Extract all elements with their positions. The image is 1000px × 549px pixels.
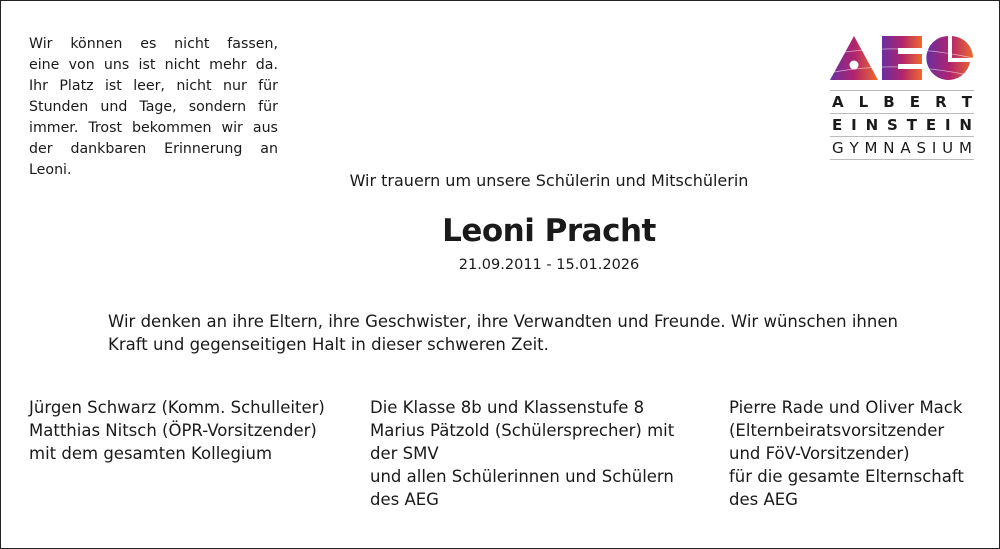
signature-line: für die gesamte Elternschaft [729, 467, 964, 486]
signature-parents [729, 396, 964, 511]
signature-line: und FöV-Vorsitzender) [729, 444, 910, 463]
logo-letter: M [958, 139, 972, 157]
logo-letter: G [832, 139, 844, 157]
quote-line: eine von uns ist nicht mehr da. [29, 57, 278, 73]
aeg-logo-mark [830, 34, 974, 82]
quote-line: Leoni. [29, 162, 72, 178]
signature-line: mit dem gesamten Kollegium [29, 444, 273, 463]
logo-letter: S [887, 116, 898, 134]
logo-letter: S [916, 139, 926, 157]
logo-letter: I [851, 116, 857, 134]
signature-line: Die Klasse 8b und Klassenstufe 8 [370, 398, 645, 417]
logo-letter: I [944, 116, 951, 134]
logo-letter: I [931, 139, 937, 157]
signature-line: der SMV [370, 444, 439, 463]
life-dates: 21.09.2011 - 15.01.2026 [458, 257, 640, 273]
signature-line: Jürgen Schwarz (Komm. Schulleiter) [29, 398, 325, 417]
logo-letter: T [906, 116, 917, 134]
logo-letter: A [900, 139, 911, 157]
quote-line: Wir können es nicht fassen, [29, 36, 278, 52]
memorial-quote [29, 34, 278, 181]
logo-letter: N [865, 116, 879, 134]
signature-staff [29, 396, 325, 465]
signature-line: des AEG [370, 490, 439, 509]
quote-line: Stunden und Tage, sondern für [29, 99, 278, 115]
logo-letter: R [935, 93, 947, 111]
quote-line: der dankbaren Erinnerung an [29, 141, 278, 157]
message-line: Wir denken an ihre Eltern, ihre Geschwister, ihre Verwandten und Freunde. Wir wünschen ihnen [108, 312, 898, 331]
signature-line: (Elternbeiratsvorsitzender [729, 421, 945, 440]
signature-line: Pierre Rade und Oliver Mack [729, 398, 963, 417]
school-logo [830, 34, 974, 160]
condolence-message [108, 310, 898, 356]
logo-einstein [830, 114, 974, 137]
logo-letter: N [883, 139, 895, 157]
signature-line: Marius Pätzold (Schülersprecher) mit [370, 421, 675, 440]
logo-letter: U [942, 139, 954, 157]
logo-letter: E [909, 93, 921, 111]
logo-gymnasium [830, 137, 974, 160]
quote-line: Ihr Platz ist leer, nicht nur für [29, 78, 278, 94]
logo-letter: Y [849, 139, 859, 157]
signature-line: und allen Schülerinnen und Schülern [370, 467, 674, 486]
logo-letter: T [961, 93, 972, 111]
logo-letter: L [858, 93, 869, 111]
logo-letter: M [864, 139, 878, 157]
logo-letter: B [883, 93, 895, 111]
signature-line: Matthias Nitsch (ÖPR-Vorsitzender) [29, 421, 317, 440]
logo-letter: A [832, 93, 844, 111]
message-line: Kraft und gegenseitigen Halt in dieser schweren Zeit. [108, 335, 549, 354]
logo-albert [830, 91, 974, 114]
deceased-name: Leoni Pracht [442, 213, 656, 249]
signature-students [370, 396, 674, 511]
signature-line: des AEG [729, 490, 798, 509]
intro-text: Wir trauern um unsere Schülerin und Mitschülerin [349, 171, 749, 190]
logo-letter: E [832, 116, 843, 134]
logo-letter: E [925, 116, 937, 134]
quote-line: immer. Trost bekommen wir aus [29, 120, 278, 136]
logo-letter: N [959, 116, 972, 134]
